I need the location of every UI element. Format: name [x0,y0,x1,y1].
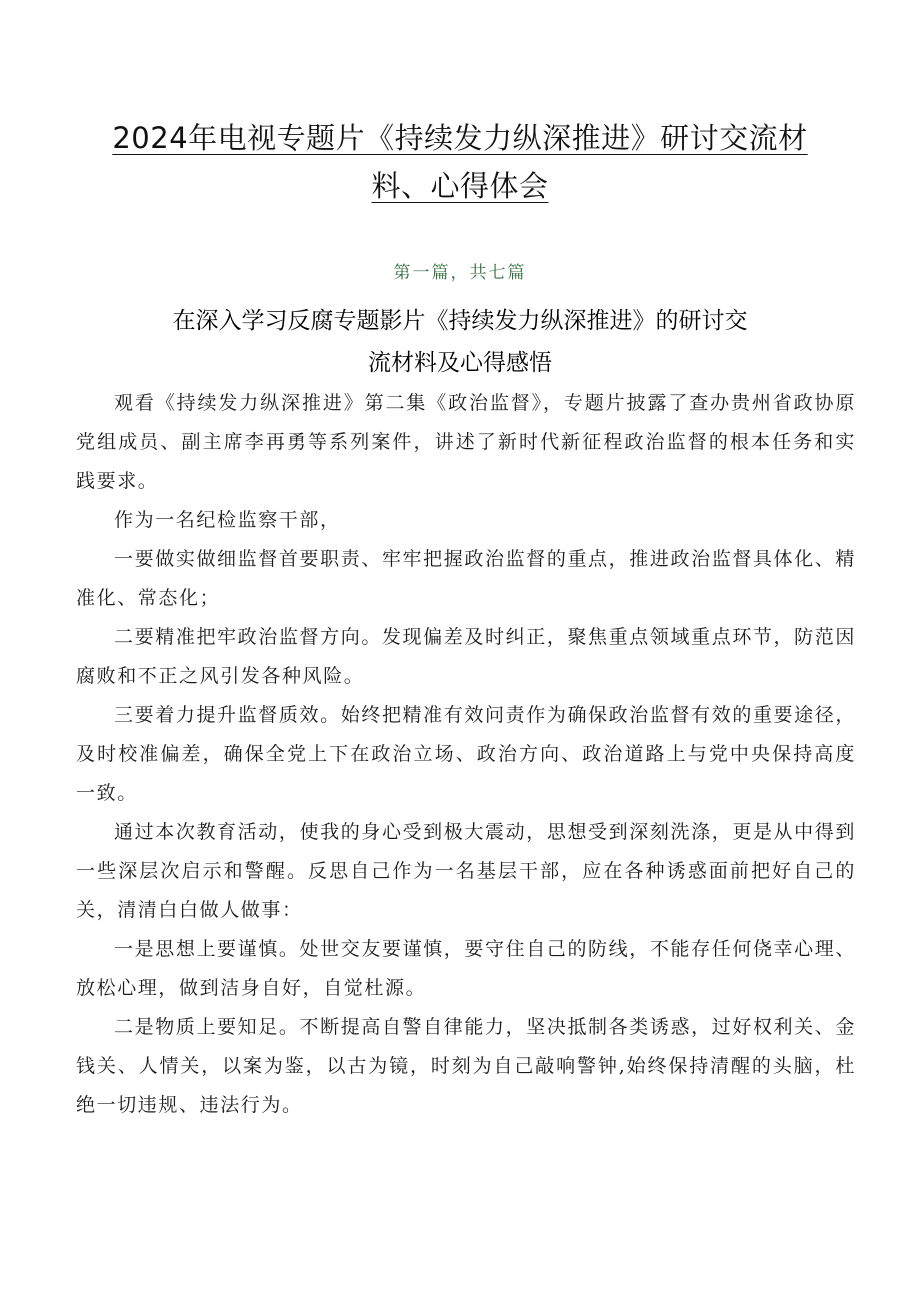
paragraph: 二要精准把牢政治监督方向。发现偏差及时纠正，聚焦重点领域重点环节，防范因腐败和不正之风引发各种风险。 [76,626,856,687]
article-title-line-2: 流材料及心得感悟 [368,350,552,376]
paragraph: 一要做实做细监督首要职责、牢牢把握政治监督的重点，推进政治监督具体化、精准化、常态化； [76,548,856,609]
article-title-line-1: 在深入学习反腐专题影片《持续发力纵深推进》的研讨交 [172,308,748,334]
paragraph: 通过本次教育活动，使我的身心受到极大震动，思想受到深刻洗涤，更是从中得到一些深层次启示和警醒。反思自己作为一名基层干部，应在各种诱惑面前把好自己的关，清清白白做人做事： [76,821,856,921]
paragraph: 作为一名纪检监察干部， [114,509,341,531]
document-subtitle: 第一篇，共七篇 [393,263,527,283]
article-title [120,300,800,384]
paragraph: 一是思想上要谨慎。处世交友要谨慎，要守住自己的防线，不能存任何侥幸心理、放松心理，做到洁身自好，自觉杜源。 [76,938,856,999]
paragraph: 观看《持续发力纵深推进》第二集《政治监督》，专题片披露了查办贵州省政协原党组成员、副主席李再勇等系列案件，讲述了新时代新征程政治监督的根本任务和实践要求。 [76,392,856,492]
paragraph: 三要着力提升监督质效。始终把精准有效问责作为确保政治监督有效的重要途径，及时校准偏差，确保全党上下在政治立场、政治方向、政治道路上与党中央保持高度一致。 [76,704,856,804]
document-title: 2024年电视专题片《持续发力纵深推进》研讨交流材料、心得体会 [112,121,808,203]
body-text [76,384,856,1125]
paragraph: 二是物质上要知足。不断提高自警自律能力，坚决抵制各类诱惑，过好权利关、金钱关、人情关，以案为鉴，以古为镜，时刻为自己敲响警钟,始终保持清醒的头脑，杜绝一切违规、违法行为。 [76,1016,856,1116]
